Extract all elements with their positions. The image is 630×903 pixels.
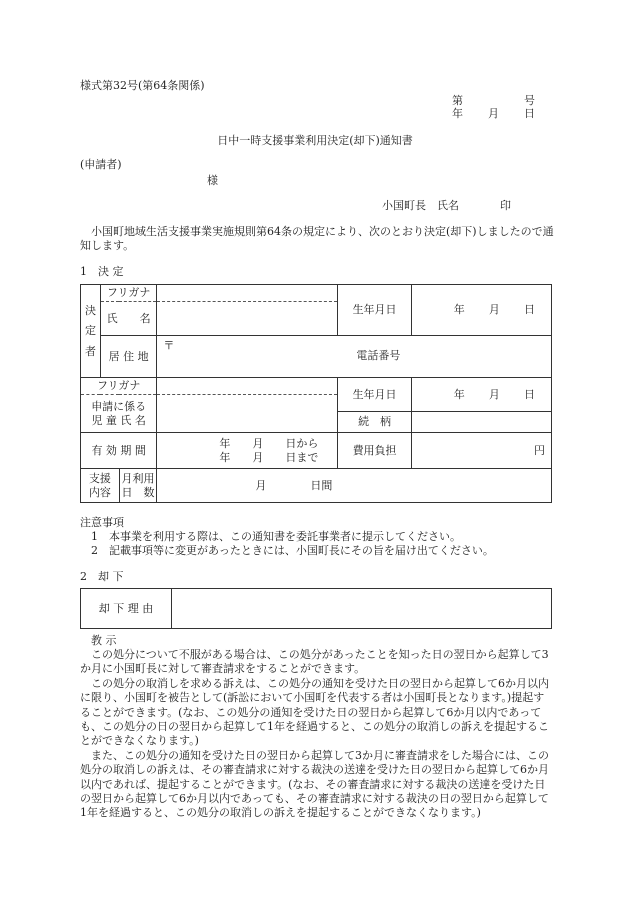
instruction-heading: 教 示 xyxy=(91,634,117,647)
relation-label: 続 柄 xyxy=(338,412,411,433)
child-birthdate-label: 生年月日 xyxy=(338,378,411,412)
date-day: 日 xyxy=(524,107,535,120)
relation-value xyxy=(411,412,551,433)
date-month: 月 xyxy=(488,107,499,120)
birthdate-label: 生年月日 xyxy=(338,285,411,336)
birthdate-value: 年 月 日 xyxy=(411,285,551,336)
decision-heading: 1 決 定 xyxy=(80,265,124,278)
postal-mark: 〒 xyxy=(163,339,175,352)
intro-text: 小国町地域生活支援事業実施規則第64条の規定により、次のとおり決定(却下)しましたので通知します。 xyxy=(80,225,554,253)
applicant-label: (申請者) xyxy=(80,158,122,171)
rejection-reason-value xyxy=(172,589,552,629)
days-label: 月利用 日 数 xyxy=(119,469,157,503)
name-label: 氏 名 xyxy=(100,302,157,336)
address-label: 居 住 地 xyxy=(100,336,157,378)
doc-number-prefix: 第 xyxy=(452,94,463,107)
notice-heading: 注意事項 xyxy=(80,516,124,529)
phone-label: 電話番号 xyxy=(356,349,401,362)
instruction-text: この処分について不服がある場合は、この処分があったことを知った日の翌日から起算して3か月に小国町長に対して審査請求をすることができます。 この処分の取消しを求める訴えは、この処分の通知を受けた日の翌日から起算して6か月以内に限り、小国町を被告として(訴訟において小国町を代表する者は小国町長となります。)提起することができます。(なお、この処分の通知を受けた日の翌日から起算して6か月以内であっても、この処分の日の翌日から起算して1年を経過すると、この処分の取消しの訴えを提起することができなくなります。) また、この処分の通知を受けた日の翌日から起算して3か月に審査請求をした場合には、この処分の取消しの訴えは、その審査請求に対する裁決の送達を受けた日の翌日から起算して6か月以内であれば、提起することができます。(なお、その審査請求に対する裁決の送達を受けた日の翌日から起算して6か月以内であっても、その審査請求に対する裁決の日の翌日から起算して1年を経過すると、この処分の取消しの訴えを提起することができなくなります。) xyxy=(80,648,549,820)
furigana-label: フリガナ xyxy=(100,285,157,302)
child-furigana-value xyxy=(157,378,338,395)
decision-table xyxy=(80,284,552,503)
child-birthdate-value: 年 月 日 xyxy=(411,378,551,412)
document-title: 日中一時支援事業利用決定(却下)通知書 xyxy=(217,134,413,147)
applicant-side-label: 決 定 者 xyxy=(81,285,101,378)
child-furigana-label: フリガナ xyxy=(81,378,157,395)
address-value xyxy=(157,336,552,378)
child-name-value xyxy=(157,395,338,433)
rejection-reason-label: 却 下 理 由 xyxy=(81,589,172,629)
form-number: 様式第32号(第64条関係) xyxy=(80,79,205,92)
support-label: 支援 内容 xyxy=(81,469,120,503)
validity-value: 年 月 日から 年 月 日まで xyxy=(157,433,338,469)
doc-number-suffix: 号 xyxy=(524,94,535,107)
validity-label: 有 効 期 間 xyxy=(81,433,157,469)
rejection-table xyxy=(80,588,552,629)
issuer-name: 小国町長 氏名 xyxy=(382,199,459,212)
honorific: 様 xyxy=(207,174,218,187)
cost-value: 円 xyxy=(411,433,551,469)
notice-item: 1 本事業を利用する際は、この通知書を委託事業者に提示してください。 xyxy=(91,530,461,543)
rejection-heading: 2 却 下 xyxy=(80,570,124,583)
cost-label: 費用負担 xyxy=(338,433,411,469)
date-year: 年 xyxy=(452,107,463,120)
name-value xyxy=(157,302,338,336)
furigana-value xyxy=(157,285,338,302)
seal-mark: 印 xyxy=(500,199,511,212)
days-value: 月 日間 xyxy=(157,469,552,503)
child-name-label: 申請に係る 児 童 氏 名 xyxy=(81,395,157,433)
notice-item: 2 記載事項等に変更があったときには、小国町長にその旨を届け出てください。 xyxy=(91,544,494,557)
